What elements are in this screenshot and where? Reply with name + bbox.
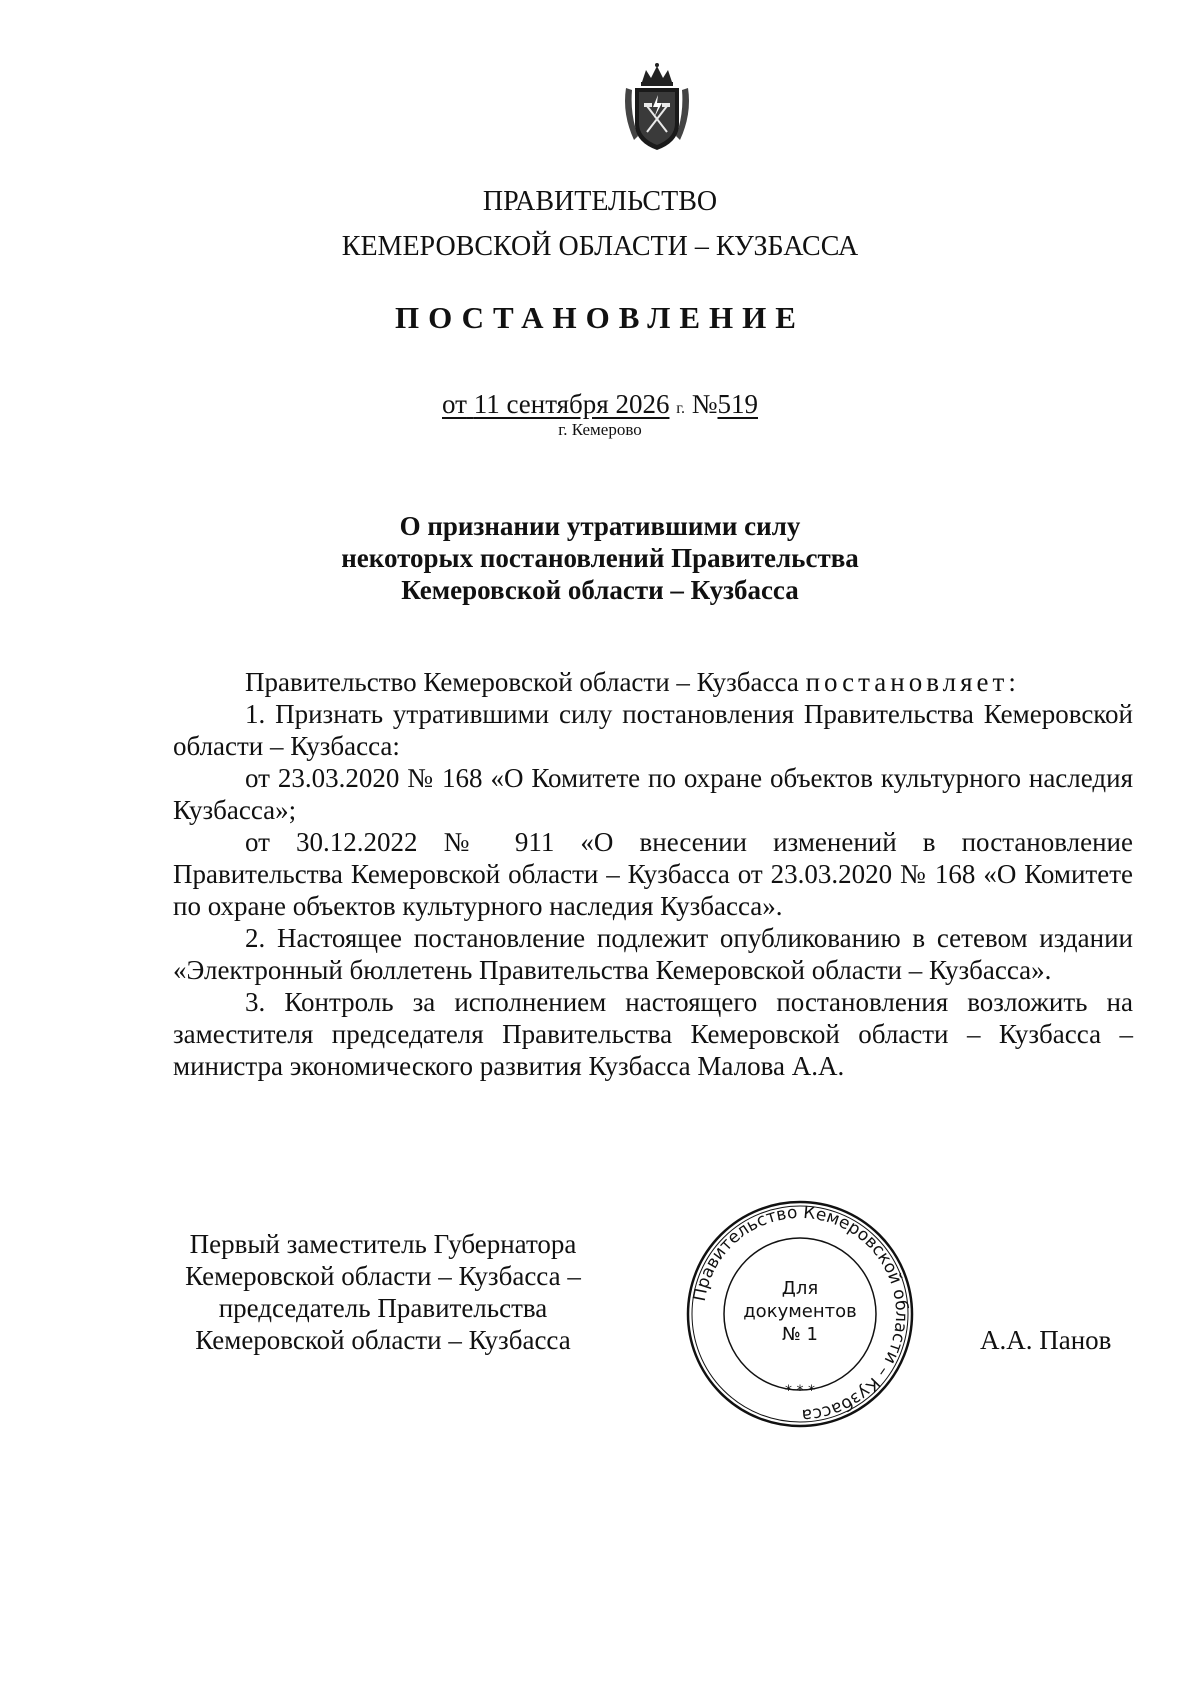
organization-name-line1: ПРАВИТЕЛЬСТВО [482,186,718,217]
preamble-text: Правительство Кемеровской области – Кузбасса [245,667,799,697]
signatory-title-line1: Первый заместитель Губернатора [189,1229,577,1259]
stamp-stars: * * * [785,1383,815,1399]
number-label: № [691,389,718,419]
date-number-line [0,389,1200,420]
signatory-name: А.А. Панов [980,1325,1112,1355]
document-date: 11 сентября 2026 [473,389,670,419]
subject-line3: Кемеровской области – Кузбасса [401,575,799,605]
paragraph-1a: от 23.03.2020 № 168 «О Комитете по охране объектов культурного наследия Кузбасса»; [173,763,1133,825]
stamp-center-line3: № 1 [782,1324,818,1345]
subject-line2: некоторых постановлений Правительства [341,543,859,573]
signatory-title-line4: Кемеровской области – Кузбасса [195,1325,571,1355]
preamble-resolves: постановляет [805,667,1009,697]
signatory-title-line3: председатель Правительства [218,1293,548,1323]
coat-of-arms-icon [620,62,694,154]
paragraph-2: 2. Настоящее постановление подлежит опубликованию в сетевом издании «Электронный бюллетень Правительства Кемеровской области – Кузбасса». [173,923,1133,985]
preamble-colon: : [1008,667,1016,697]
paragraph-3: 3. Контроль за исполнением настоящего постановления возложить на заместителя председателя Правительства Кемеровской области – Кузбасса – министра экономического развития Кузбасса Малова А.А. [173,987,1133,1081]
paragraph-1b: от 30.12.2022 № 911 «О внесении изменений в постановление Правительства Кемеровской области – Кузбасса от 23.03.2020 № 168 «О Комитете по охране объектов культурного наследия Кузбасса». [173,827,1133,921]
signatory-title-line2: Кемеровской области – Кузбасса – [185,1261,581,1291]
stamp-center-line2: документов [743,1301,857,1322]
subject-line1: О признании утратившими силу [399,511,801,541]
city: г. Кемерово [558,420,642,439]
organization-name-line2: КЕМЕРОВСКОЙ ОБЛАСТИ – КУЗБАССА [341,231,859,262]
official-stamp [684,1198,916,1430]
preamble [173,666,1133,698]
date-prefix: от [442,389,467,419]
signatory-title [163,1228,603,1356]
document-body [173,666,1133,1082]
year-suffix: г. [676,400,685,417]
paragraph-1: 1. Признать утратившими силу постановления Правительства Кемеровской области – Кузбасса: [173,699,1133,761]
document-number: 519 [717,389,758,419]
document-type-title: ПОСТАНОВЛЕНИЕ [395,300,805,335]
stamp-center-line1: Для [781,1278,819,1299]
document-subject [0,510,1200,606]
stamp-ring-path: Правительство Кемеровской области – Кузбасса [689,1202,912,1426]
